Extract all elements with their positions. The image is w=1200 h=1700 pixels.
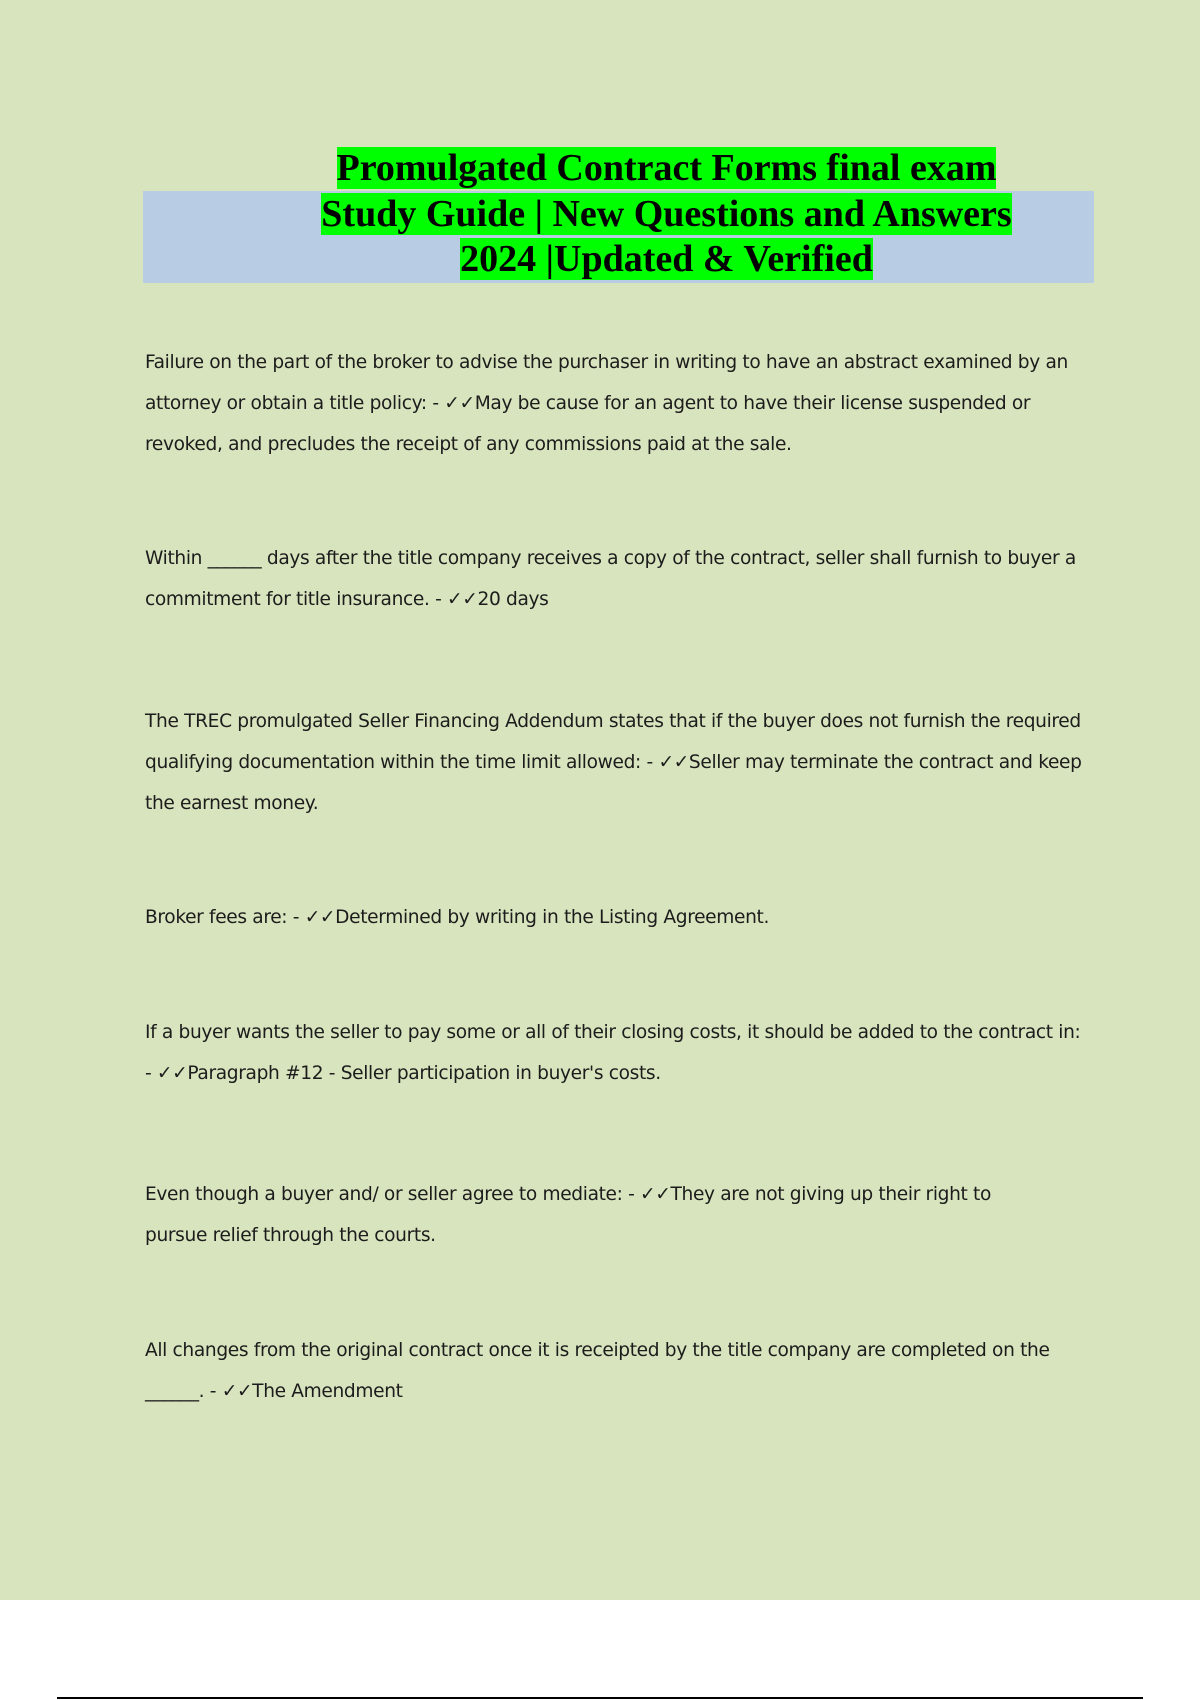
qa-item-5: If a buyer wants the seller to pay some or all of their closing costs, it should be added to the contract in: - ✓✓Paragraph #12 - Seller participation in buyer's costs. [145, 1022, 1081, 1084]
qa-item-1: Failure on the part of the broker to advise the purchaser in writing to have an abstract examined by an attorney or obtain a title policy: - ✓✓May be cause for an agent to have their license suspended or revoked, and precludes the receipt of any commissions paid at the sale. [145, 352, 1068, 455]
qa-item-3: The TREC promulgated Seller Financing Addendum states that if the buyer does not furnish the required qualifying documentation within the time limit allowed: - ✓✓Seller may terminate the contract and keep the earnest money. [145, 711, 1082, 814]
title-line-1: Promulgated Contract Forms final exam [336, 147, 997, 189]
qa-item-7: All changes from the original contract once it is receipted by the title company are completed on the ______. - ✓✓The Amendment [145, 1340, 1050, 1402]
qa-item-6: Even though a buyer and/ or seller agree to mediate: - ✓✓They are not giving up their right to pursue relief through the courts. [145, 1184, 992, 1246]
footer-rule [57, 1697, 1143, 1699]
qa-item-4: Broker fees are: - ✓✓Determined by writing in the Listing Agreement. [145, 907, 770, 928]
document-title [143, 146, 1094, 283]
title-line-3: 2024 |Updated & Verified [460, 238, 873, 280]
title-line-2: Study Guide | New Questions and Answers [321, 192, 1012, 235]
qa-item-2: Within ______ days after the title company receives a copy of the contract, seller shall furnish to buyer a commitment for title insurance. - ✓✓20 days [145, 548, 1076, 610]
